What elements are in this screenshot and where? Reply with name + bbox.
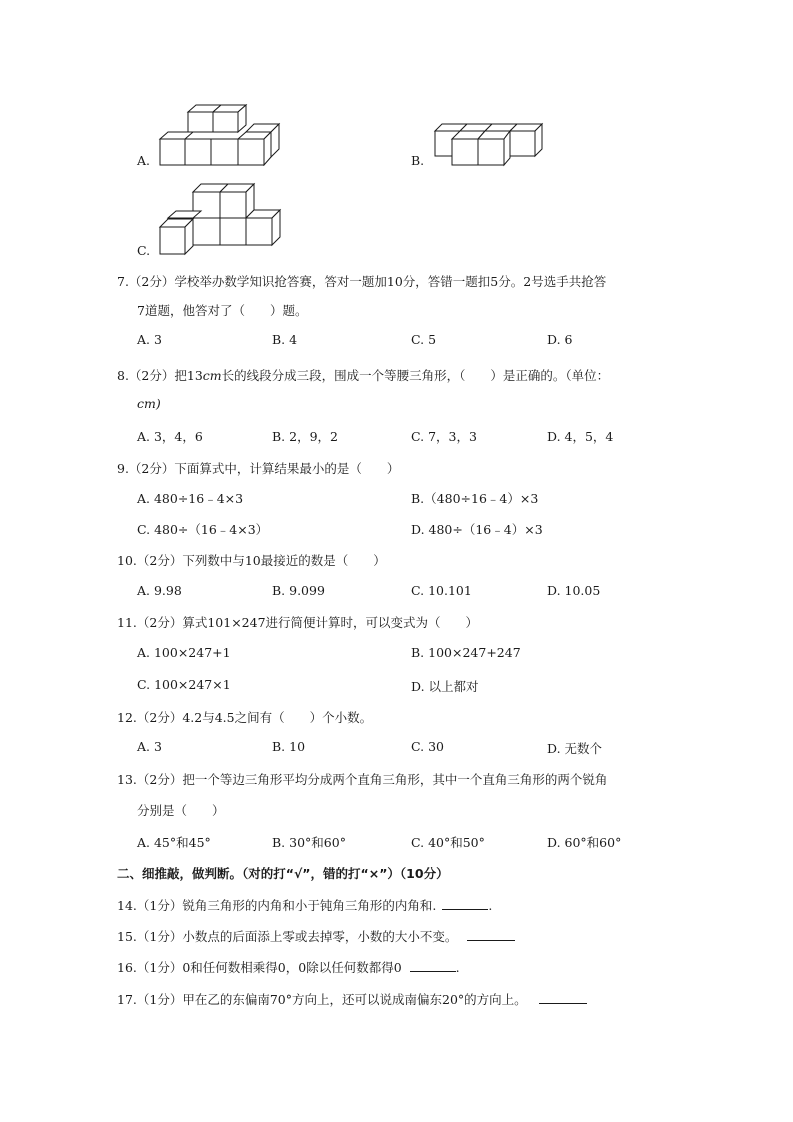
q12-option-c[interactable]: C. 30 — [411, 739, 444, 754]
q15-stem: 15.（1分）小数点的后面添上零或去掉零，小数的大小不变。 — [117, 929, 458, 944]
section-2-title: 二、细推敲，做判断。（对的打“√”，错的打“×”）（10分） — [117, 866, 449, 881]
q7-option-b[interactable]: B. 4 — [272, 332, 298, 347]
q9-stem: 9.（2分）下面算式中，计算结果最小的是（ ） — [117, 461, 400, 476]
q16-stem: 16.（1分）0和任何数相乘得0，0除以任何数都得0 — [117, 960, 402, 975]
q10-option-c[interactable]: C. 10.101 — [411, 583, 472, 598]
option-a-label: A. — [137, 153, 151, 168]
q12-stem: 12.（2分）4.2与4.5之间有（ ）个小数。 — [117, 710, 373, 725]
q11-option-a[interactable]: A. 100×247+1 — [137, 645, 231, 660]
q7-stem-line2: 7道题，他答对了（ ）题。 — [137, 303, 308, 318]
q13-option-a[interactable]: A. 45°和45° — [137, 835, 211, 850]
q8-option-d[interactable]: D. 4，5，4 — [547, 429, 614, 444]
q10-option-d[interactable]: D. 10.05 — [547, 583, 601, 598]
cube-figure-a — [158, 104, 283, 166]
q8-option-b[interactable]: B. 2，9，2 — [272, 429, 338, 444]
q14-answer-blank[interactable] — [442, 908, 488, 910]
q8-option-a[interactable]: A. 3，4，6 — [137, 429, 203, 444]
q9-option-a[interactable]: A. 480÷16﹣4×3 — [137, 491, 244, 506]
q8-unit: cm — [202, 368, 222, 383]
q17-stem: 17.（1分）甲在乙的东偏南70°方向上，还可以说成南偏东20°的方向上。 — [117, 992, 527, 1007]
q16-answer-blank[interactable] — [410, 970, 456, 972]
q13-stem-line2: 分别是（ ） — [137, 803, 225, 818]
q15-row — [117, 927, 515, 945]
q9-option-d[interactable]: D. 480÷（16﹣4）×3 — [411, 522, 543, 537]
q16-tail: . — [455, 960, 460, 975]
q8-option-c[interactable]: C. 7，3，3 — [411, 429, 477, 444]
q12-option-b[interactable]: B. 10 — [272, 739, 306, 754]
q17-answer-blank[interactable] — [539, 1002, 587, 1004]
q10-option-a[interactable]: A. 9.98 — [137, 583, 182, 598]
q14-row — [117, 896, 492, 914]
option-b-label: B. — [411, 153, 425, 168]
q14-stem: 14.（1分）锐角三角形的内角和小于钝角三角形的内角和. — [117, 898, 437, 913]
q11-stem: 11.（2分）算式101×247进行简便计算时，可以变式为（ ） — [117, 615, 479, 630]
q12-option-d[interactable]: D. 无数个 — [547, 741, 603, 756]
q11-option-b[interactable]: B. 100×247+247 — [411, 645, 521, 660]
q9-option-c[interactable]: C. 480÷（16﹣4×3） — [137, 522, 269, 537]
q14-tail: . — [488, 898, 493, 913]
q8-stem-part2: 长的线段分成三段，围成一个等腰三角形，（ ）是正确的。（单位： — [221, 368, 610, 383]
q8-stem-line1 — [117, 366, 609, 384]
q13-stem-line1: 13.（2分）把一个等边三角形平均分成两个直角三角形，其中一个直角三角形的两个锐角 — [117, 772, 608, 787]
q9-option-b[interactable]: B.（480÷16﹣4）×3 — [411, 491, 539, 506]
q11-option-c[interactable]: C. 100×247×1 — [137, 677, 231, 692]
q16-row — [117, 958, 460, 976]
q17-row — [117, 990, 587, 1008]
q12-option-a[interactable]: A. 3 — [137, 739, 162, 754]
cube-figure-c — [158, 182, 284, 256]
q8-stem-part1: 8.（2分）把13 — [117, 368, 203, 383]
q7-option-a[interactable]: A. 3 — [137, 332, 162, 347]
q10-stem: 10.（2分）下列数中与10最接近的数是（ ） — [117, 553, 386, 568]
cube-figure-b — [433, 121, 548, 167]
q15-answer-blank[interactable] — [467, 939, 515, 941]
q7-option-d[interactable]: D. 6 — [547, 332, 573, 347]
option-c-label: C. — [137, 243, 151, 258]
q8-stem-line2: cm) — [137, 396, 161, 411]
q10-option-b[interactable]: B. 9.099 — [272, 583, 325, 598]
q13-option-c[interactable]: C. 40°和50° — [411, 835, 485, 850]
q7-stem-line1: 7.（2分）学校举办数学知识抢答赛，答对一题加10分，答错一题扣5分。2号选手共抢答 — [117, 274, 607, 289]
q7-option-c[interactable]: C. 5 — [411, 332, 437, 347]
q13-option-b[interactable]: B. 30°和60° — [272, 835, 346, 850]
q11-option-d[interactable]: D. 以上都对 — [411, 679, 479, 694]
q13-option-d[interactable]: D. 60°和60° — [547, 835, 622, 850]
